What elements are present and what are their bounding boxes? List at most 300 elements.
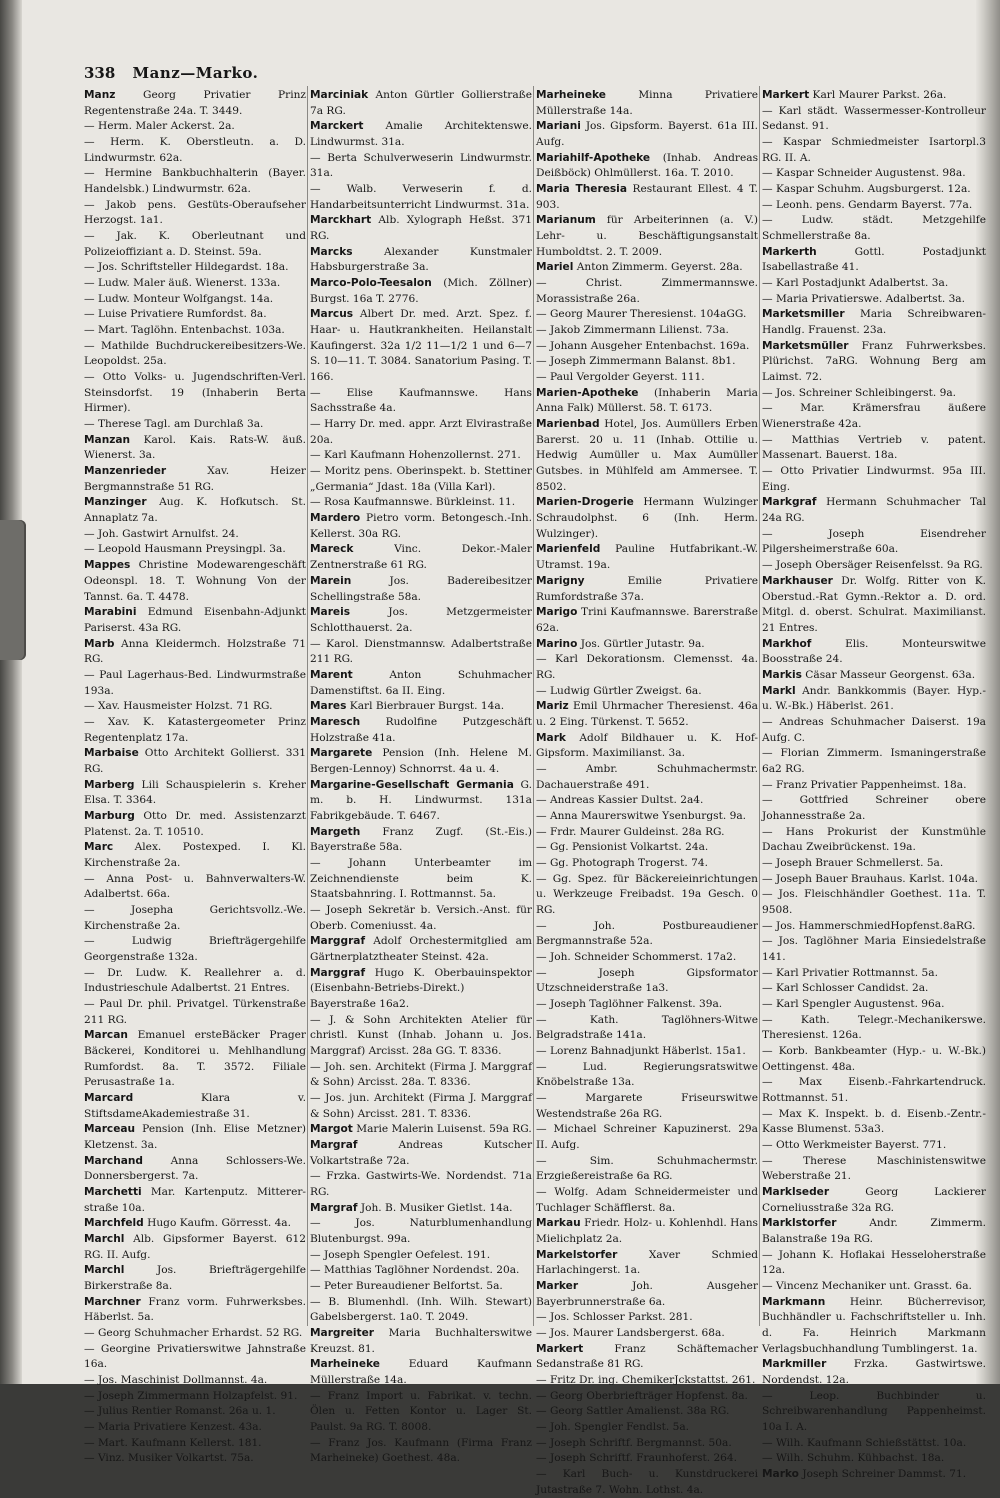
directory-entry — [536, 605, 758, 636]
entry-surname: Markert — [762, 89, 810, 101]
entry-surname: Marien-Apotheke — [536, 386, 639, 399]
entry-text: — J. & Sohn Architekten Atelier für christl. Kunst (Inhab. Johann u. Jos. Marggraf) Arcisst. 28a GG. T. 8336. — [310, 1013, 532, 1057]
entry-text: — Berta Schulverweserin Lindwurmstr. 31a. — [310, 151, 532, 180]
entry-text: Lili Schauspielerin s. Kreher Elsa. T. 3364. — [84, 778, 306, 807]
entry-surname: Marchl — [84, 1233, 125, 1246]
entry-text: — Georg Maurer Theresienst. 104aGG. — [536, 308, 747, 321]
entry-text: — Dr. Ludw. K. Reallehrer a. d. Industrieschule Adalbertst. 21 Entres. — [84, 966, 306, 995]
entry-text: Alexander Kunstmaler Habsburgerstraße 3a. — [310, 245, 532, 274]
directory-entry — [536, 1154, 758, 1185]
directory-entry — [762, 307, 986, 338]
directory-entry — [84, 1342, 306, 1373]
entry-text: — Kath. Taglöhners-Witwe Belgradstraße 141a. — [536, 1013, 758, 1042]
directory-entry — [536, 1451, 758, 1467]
entry-surname: Marciniak — [310, 89, 369, 101]
entry-text: Adolf Bildhauer u. K. Hof-Gipsform. Maximilianst. 3a. — [536, 731, 758, 760]
entry-surname: Manzenrieder — [84, 465, 167, 478]
entry-text: — Vinz. Musiker Volkartst. 75a. — [84, 1452, 254, 1465]
directory-entry — [84, 605, 306, 636]
entry-text: Otto Dr. med. Assistenzarzt Platenst. 2a. T. 10510. — [84, 809, 306, 838]
directory-entry — [536, 386, 758, 417]
entry-surname: Marheineke — [310, 1358, 380, 1371]
entry-text: Anton Gürtler Gollierstraße 7a RG. — [310, 89, 532, 117]
directory-entry — [536, 213, 758, 260]
entry-text: Anna Schlossers-We. Donnersbergerst. 7a. — [84, 1154, 306, 1183]
directory-entry — [84, 668, 306, 699]
entry-text: — Jak. K. Oberleutnant und Polizeioffiziant a. D. Steinst. 59a. — [84, 230, 306, 258]
directory-entry — [310, 464, 532, 495]
entry-text: Emanuel ersteBäcker Prager Bäckerei, Konditorei u. Mehlhandlung Rumfordst. 8a. T. 3572. Filiale Perusastraße 1a. — [84, 1029, 306, 1089]
entry-surname: Marchfeld — [84, 1217, 144, 1230]
entry-text: Joh. B. Musiker Gietlst. 14a. — [360, 1201, 513, 1214]
entry-text: — Xav. Hausmeister Holzst. 71 RG. — [84, 700, 273, 713]
directory-entry — [536, 966, 758, 997]
entry-surname: Marein — [310, 574, 352, 587]
entry-text: — Julius Rentier Romanst. 26a u. 1. — [84, 1405, 276, 1418]
entry-text: Klara v. StiftsdameAkademiestraße 31. — [84, 1092, 306, 1120]
directory-entry — [762, 1044, 986, 1075]
entry-surname: Marent — [310, 668, 353, 681]
entry-text: Jos. Badereibesitzer Schellingstraße 58a. — [310, 574, 532, 603]
entry-text: — Franz Privatier Pappenheimst. 18a. — [762, 778, 967, 791]
entry-text: — Jos. Maschinist Dollmannst. 4a. — [84, 1374, 268, 1387]
entry-text: für Arbeiterinnen (a. V.) Lehr- u. Beschäftigungsanstalt Humboldtst. 2. T. 2009. — [536, 214, 758, 258]
entry-text: — Paul Vergolder Geyerst. 111. — [536, 371, 705, 384]
directory-entry — [762, 292, 986, 308]
entry-surname: Marckhart — [310, 214, 372, 227]
entry-text: — Mart. Kaufmann Kellerst. 181. — [84, 1436, 262, 1449]
column-rule — [307, 86, 308, 1326]
directory-entry — [84, 1326, 306, 1342]
entry-text: — Gottfried Schreiner obere Johannesstraße 2a. — [762, 794, 986, 822]
directory-entry — [762, 997, 986, 1013]
entry-surname: Mareis — [310, 606, 351, 619]
entry-text: — Ludw. Monteur Wolfgangst. 14a. — [84, 292, 274, 305]
directory-entry — [762, 1216, 986, 1247]
directory-entry — [536, 417, 758, 495]
entry-text: Karl Bierbrauer Burgst. 14a. — [349, 700, 505, 713]
column-rule — [533, 86, 534, 1326]
entry-surname: Marien-Drogerie — [536, 496, 634, 509]
directory-entry — [762, 574, 986, 637]
entry-surname: Marc — [84, 841, 114, 854]
entry-surname: Marcks — [310, 245, 353, 258]
directory-entry — [84, 903, 306, 934]
entry-text: — Hermine Bankbuchhalterin (Bayer. Handelsbk.) Lindwurmstr. 62a. — [84, 167, 306, 196]
entry-text: Eduard Kaufmann Müllerstraße 14a. — [310, 1358, 532, 1387]
directory-entry — [536, 731, 758, 762]
entry-text: — Andreas Schuhmacher Daiserst. 19a Aufg. C. — [762, 715, 986, 744]
directory-entry — [762, 182, 986, 198]
directory-entry — [536, 809, 758, 825]
entry-text: Pension (Inh. Helene M. Bergen-Lennoy) Schnorrst. 4a u. 4. — [310, 747, 532, 775]
directory-entry — [762, 1075, 986, 1106]
entry-text: — Joseph Schriftf. Fraunhoferst. 264. — [536, 1452, 738, 1465]
directory-entry — [310, 542, 532, 573]
directory-entry — [536, 1326, 758, 1342]
directory-entry — [84, 715, 306, 746]
entry-text: Frzka. Gastwirtswe. Nordendst. 12a. — [762, 1358, 987, 1387]
entry-text: — Anna Maurerswitwe Ysenburgst. 9a. — [536, 809, 747, 822]
directory-entry — [84, 1028, 306, 1091]
page-header — [84, 64, 964, 86]
directory-entry — [84, 809, 306, 840]
directory-entry — [536, 825, 758, 841]
entry-text: — Georgine Privatierswitwe Jahnstraße 16a. — [84, 1342, 306, 1371]
directory-entry — [762, 1185, 986, 1216]
entry-text: — Karl Postadjunkt Adalbertst. 3a. — [762, 277, 949, 290]
entry-text: (Inhaberin Maria Anna Falk) Müllerst. 58. T. 6173. — [536, 386, 758, 415]
directory-entry — [310, 88, 532, 119]
directory-entry — [762, 135, 986, 166]
directory-entry — [536, 260, 758, 276]
entry-surname: Margarine-Gesellschaft Germania — [310, 778, 514, 791]
directory-entry — [310, 668, 532, 699]
entry-text: — Gg. Spez. für Bäckereieinrichtungen u. Werkzeuge Freibadst. 19a Gesch. 0 RG. — [536, 872, 758, 916]
directory-entry — [762, 401, 986, 432]
directory-entry — [310, 1389, 532, 1436]
entry-surname: Marker — [536, 1280, 579, 1293]
entry-text: Franz Zugf. (St.-Eis.) Bayerstraße 58a. — [310, 825, 532, 854]
directory-entry — [310, 448, 532, 464]
directory-entry — [84, 1436, 306, 1452]
directory-entry — [536, 119, 758, 150]
directory-entry — [536, 574, 758, 605]
directory-entry — [536, 354, 758, 370]
entry-text: — Joseph Zimmermann Balanst. 8b1. — [536, 355, 736, 368]
directory-entry — [310, 1169, 532, 1200]
entry-text: — Jos. Naturblumenhandlung Blutenburgst. 99a. — [310, 1217, 532, 1246]
entry-text: — Matthias Taglöhner Nordendst. 20a. — [310, 1264, 520, 1277]
entry-text: Jos. Gürtler Jutastr. 9a. — [580, 637, 705, 650]
directory-entry — [310, 1279, 532, 1295]
entry-text: Joh. Ausgeher Bayerbrunnerstraße 6a. — [536, 1280, 758, 1308]
entry-surname: Marggraf — [310, 935, 366, 948]
directory-entry — [84, 1420, 306, 1436]
directory-column-4 — [762, 88, 987, 1481]
directory-entry — [84, 229, 306, 260]
directory-entry — [84, 1122, 306, 1153]
directory-entry — [84, 1451, 306, 1467]
directory-entry — [310, 1138, 532, 1169]
entry-text: — Georg Sattler Amalienst. 38a RG. — [536, 1405, 730, 1418]
directory-entry — [762, 1389, 986, 1436]
directory-entry — [84, 778, 306, 809]
directory-entry — [536, 1420, 758, 1436]
entry-surname: Margreiter — [310, 1327, 375, 1340]
entry-surname: Marchl — [84, 1264, 125, 1277]
entry-text: Rudolfine Putzgeschäft Holzstraße 41a. — [310, 715, 533, 744]
entry-text: — Kath. Telegr.-Mechanikerswe. Theresienst. 126a. — [762, 1013, 986, 1042]
directory-entry — [310, 182, 532, 213]
entry-text: Karl Maurer Parkst. 26a. — [812, 89, 947, 101]
entry-text: Jos. Gipsform. Bayerst. 61a III. Aufg. — [536, 120, 758, 149]
entry-surname: Marheineke — [536, 89, 606, 101]
entry-surname: Marb — [84, 637, 115, 650]
entry-surname: Margeth — [310, 825, 361, 838]
directory-entry — [536, 1044, 758, 1060]
directory-entry — [762, 166, 986, 182]
entry-text: — Jos. Schlosser Parkst. 281. — [536, 1311, 693, 1324]
directory-entry — [762, 778, 986, 794]
directory-entry — [536, 151, 758, 182]
entry-text: — Mathilde Buchdruckereibesitzers-We. Leopoldst. 25a. — [84, 339, 306, 368]
directory-entry — [310, 213, 532, 244]
entry-text: G. m. b. H. Lindwurmst. 131a Fabrikgebäude. T. 6467. — [310, 778, 532, 822]
directory-entry — [536, 542, 758, 573]
entry-surname: Mariahilf-Apotheke — [536, 151, 651, 164]
entry-text: Vinc. Dekor.-Maler Zentnerstraße 61 RG. — [310, 543, 533, 572]
directory-entry — [84, 1216, 306, 1232]
directory-entry — [310, 903, 532, 934]
directory-entry — [310, 746, 532, 777]
entry-text: — Joseph Obersäger Reisenfelsst. 9a RG. — [762, 559, 983, 572]
directory-entry — [84, 1404, 306, 1420]
directory-entry — [84, 1091, 306, 1122]
directory-entry — [310, 276, 532, 307]
entry-text: — Karl Dekorationsm. Clemensst. 4a. RG. — [536, 653, 758, 681]
entry-text: — Johann Unterbeamter im Zeichnendienste beim K. Staatsbahnring. I. Rottmannst. 5a. — [310, 856, 532, 901]
directory-entry — [762, 1279, 986, 1295]
entry-surname: Marigo — [536, 606, 578, 619]
entry-text: Amalie Architektenswe. Lindwurmst. 31a. — [310, 120, 532, 149]
entry-text: — Leopold Hausmann Preysingpl. 3a. — [84, 543, 286, 556]
directory-entry — [536, 1310, 758, 1326]
directory-entry — [536, 1436, 758, 1452]
entry-text: — Georg Schuhmacher Erhardst. 52 RG. — [84, 1327, 303, 1340]
entry-text: — Paul Dr. phil. Privatgel. Türkenstraße 211 RG. — [84, 997, 306, 1026]
entry-text: Hermann Schuhmacher Tal 24a RG. — [762, 496, 986, 525]
entry-text: — Ludwig Briefträgergehilfe Georgenstraße 132a. — [84, 935, 306, 963]
directory-entry — [762, 245, 986, 276]
entry-surname: Markert — [536, 1342, 584, 1355]
entry-text: — Lud. Regierungsratswitwe Knöbelstraße 13a. — [536, 1060, 758, 1089]
entry-surname: Mariani — [536, 120, 581, 133]
entry-text: — Kaspar Schneider Augustenst. 98a. — [762, 167, 966, 180]
directory-entry — [310, 966, 532, 1013]
entry-text: Jos. Metzgermeister Schlotthauerst. 2a. — [310, 606, 532, 634]
entry-text: Gottl. Postadjunkt Isabellastraße 41. — [762, 245, 986, 274]
entry-text: — Kaspar Schuhm. Augsburgerst. 12a. — [762, 183, 971, 196]
directory-entry — [762, 1013, 986, 1044]
directory-entry — [762, 715, 986, 746]
entry-surname: Marchand — [84, 1154, 144, 1167]
directory-entry — [762, 527, 986, 558]
entry-text: Friedr. Holz- u. Kohlenhdl. Hans Mielichplatz 2a. — [536, 1217, 758, 1246]
directory-entry — [310, 1263, 532, 1279]
directory-entry — [84, 699, 306, 715]
entry-text: — Franz Import u. Fabrikat. v. techn. Ölen u. Fetten Kontor u. Lager St. Paulst. 9a RG. T. 8008. — [310, 1389, 532, 1434]
entry-text: Hugo Kaufm. Görresst. 4a. — [147, 1217, 291, 1230]
entry-text: — Matthias Vertrieb v. patent. Massenart. Bauerst. 18a. — [762, 433, 986, 462]
entry-text: Xaver Schmied Harlachingerst. 1a. — [536, 1248, 758, 1277]
directory-entry — [536, 699, 758, 730]
entry-surname: Margarete — [310, 747, 373, 760]
directory-entry — [536, 370, 758, 386]
entry-surname: Margraf — [310, 1139, 358, 1152]
directory-entry — [762, 1107, 986, 1138]
entry-text: — Florian Zimmerm. Ismaningerstraße 6a2 RG. — [762, 747, 986, 775]
entry-text: — Wilh. Schuhm. Kühbachst. 18a. — [762, 1452, 945, 1465]
directory-entry — [762, 198, 986, 214]
entry-text: — Gg. Pensionist Volkartst. 24a. — [536, 841, 709, 854]
entry-text: — Jakob Zimmermann Lilienst. 73a. — [536, 324, 729, 337]
entry-surname: Markerth — [762, 245, 817, 258]
entry-text: Pietro vorm. Betongesch.-Inh. Kellerst. 30a RG. — [310, 512, 532, 540]
entry-text: Albert Dr. med. Arzt. Spez. f. Haar- u. Hautkrankheiten. Heilanstalt Kaufingerst. 32a 1/2 11—1/2 1 und 6—7 S. 10—11. T. 3084. Sanatorium Pasing. T. 166. — [310, 308, 532, 384]
directory-entry — [84, 464, 306, 495]
directory-entry — [84, 276, 306, 292]
entry-text: — Joh. Spengler Fendlst. 5a. — [536, 1421, 690, 1434]
directory-entry — [762, 1436, 986, 1452]
entry-text: Restaurant Ellest. 4 T. 903. — [536, 183, 758, 211]
entry-text: Maria Buchhalterswitwe Kreuzst. 81. — [310, 1327, 532, 1355]
entry-text: — Karl städt. Wassermesser-Kontrolleur Sedanst. 91. — [762, 104, 986, 133]
directory-entry — [536, 495, 758, 542]
directory-entry — [84, 966, 306, 997]
entry-text: — Luise Privatiere Rumfordst. 8a. — [84, 308, 267, 321]
entry-surname: Marchetti — [84, 1186, 142, 1199]
directory-entry — [536, 762, 758, 793]
directory-entry — [762, 88, 986, 104]
directory-entry — [310, 825, 532, 856]
entry-text: Andr. Zimmerm. Balanstraße 19a RG. — [762, 1217, 986, 1246]
directory-entry — [762, 464, 986, 495]
page-tab — [0, 520, 26, 660]
entry-text: — Franz Jos. Kaufmann (Firma Franz Marheineke) Goethest. 48a. — [310, 1436, 532, 1465]
entry-surname: Mareck — [310, 543, 354, 556]
entry-text: Maria Schreibwaren-Handlg. Frauenst. 23a. — [762, 308, 987, 337]
entry-text: — Fritz Dr. ing. ChemikerJckstattst. 261. — [536, 1374, 756, 1387]
directory-entry — [536, 1404, 758, 1420]
entry-text: Pauline Hutfabrikant.-W. Utramst. 19a. — [536, 543, 759, 572]
entry-text: — Ludwig Gürtler Zweigst. 6a. — [536, 684, 702, 697]
entry-text: — Josepha Gerichtsvollz.-We. Kirchenstraße 2a. — [84, 903, 306, 932]
entry-text: — Mar. Krämersfrau äußere Wienerstraße 42a. — [762, 402, 986, 431]
entry-text: Franz Schäftemacher Sedanstraße 81 RG. — [536, 1342, 759, 1371]
directory-entry — [310, 715, 532, 746]
entry-text: — Ludw. Maler äuß. Wienerst. 133a. — [84, 277, 281, 290]
entry-text: — Hans Prokurist der Kunstmühle Dachau Zweibrückenst. 19a. — [762, 825, 986, 854]
directory-entry — [762, 1467, 986, 1483]
directory-entry — [536, 182, 758, 213]
entry-text: — Karl Buch- u. Kunstdruckerei Jutastraße 7. Wohn. Lothst. 4a. — [536, 1468, 758, 1496]
entry-text: Emilie Privatiere Rumfordstraße 37a. — [536, 574, 758, 603]
entry-text: Otto Architekt Gollierst. 331 RG. — [84, 747, 306, 775]
entry-surname: Marko — [762, 1468, 799, 1481]
entry-text: Minna Privatiere Müllerstraße 14a. — [536, 89, 758, 117]
directory-entry — [84, 166, 306, 197]
directory-entry — [310, 934, 532, 965]
directory-entry — [536, 1373, 758, 1389]
entry-surname: Mares — [310, 700, 347, 713]
directory-entry — [536, 307, 758, 323]
entry-text: Andreas Kutscher Volkartstraße 72a. — [310, 1139, 533, 1167]
entry-text: — Christ. Zimmermannswe. Morassistraße 26a. — [536, 277, 758, 305]
entry-surname: Marienbad — [536, 418, 600, 431]
entry-surname: Manzinger — [84, 496, 147, 509]
entry-surname: Margot — [310, 1123, 353, 1136]
column-rule — [759, 86, 760, 1326]
directory-entry — [762, 339, 986, 386]
entry-text: — Korb. Bankbeamter (Hyp.- u. W.-Bk.) Oettingenst. 48a. — [762, 1044, 986, 1073]
directory-entry — [84, 1373, 306, 1389]
entry-surname: Markis — [762, 668, 802, 681]
entry-text: — Gg. Photograph Trogerst. 74. — [536, 856, 708, 869]
entry-text: — Frzka. Gastwirts-We. Nordendst. 71a RG. — [310, 1170, 532, 1199]
entry-text: — Joseph Schriftf. Bergmannst. 50a. — [536, 1436, 732, 1449]
entry-text: — Leop. Buchbinder u. Schreibwarenhandlung Pappenheimst. 10a I. A. — [762, 1389, 986, 1434]
entry-text: — Vincenz Mechaniker unt. Grasst. 6a. — [762, 1280, 972, 1293]
directory-entry — [310, 1295, 532, 1326]
directory-entry — [536, 919, 758, 950]
entry-text: — Jos. jun. Architekt (Firma J. Marggraf & Sohn) Arcisst. 281. T. 8336. — [310, 1092, 532, 1120]
directory-entry — [310, 1013, 532, 1060]
entry-text: — Rosa Kaufmannswe. Bürkleinst. 11. — [310, 496, 516, 509]
entry-text: Jos. Briefträgergehilfe Birkerstraße 8a. — [84, 1264, 306, 1293]
directory-entry — [762, 887, 986, 918]
entry-surname: Mariz — [536, 700, 569, 713]
directory-entry — [762, 1138, 986, 1154]
entry-text: — Maria Privatierswe. Adalbertst. 3a. — [762, 292, 965, 305]
directory-entry — [310, 1436, 532, 1467]
directory-entry — [762, 386, 986, 402]
entry-text: — Herm. Maler Ackerst. 2a. — [84, 120, 235, 133]
directory-entry — [84, 339, 306, 370]
entry-text: — Karl Spengler Augustenst. 96a. — [762, 997, 945, 1010]
entry-text: — Margarete Friseurswitwe Westendstraße 26a RG. — [536, 1092, 758, 1120]
entry-text: — Anna Post- u. Bahnverwalters-W. Adalbertst. 66a. — [84, 872, 306, 901]
entry-text: — Herm. K. Oberstleutn. a. D. Lindwurmstr. 62a. — [84, 136, 306, 164]
entry-text: Mar. Kartenputz. Mitterer-straße 10a. — [84, 1186, 306, 1214]
entry-text: Adolf Orchestermitglied am Gärtnerplatztheater Steinst. 42a. — [310, 935, 532, 963]
entry-text: — Wolfg. Adam Schneidermeister und Tuchlager Schäfflerst. 8a. — [536, 1186, 758, 1214]
entry-text: Emil Uhrmacher Theresienst. 46a u. 2 Eing. Türkenst. T. 5652. — [536, 700, 758, 728]
entry-text: — Johann Ausgeher Entenbachst. 169a. — [536, 339, 750, 352]
directory-column-3 — [536, 88, 759, 1496]
entry-text: — Therese Maschinistenswitwe Weberstraße 21. — [762, 1154, 986, 1183]
entry-text: — Joseph Bauer Brauhaus. Karlst. 104a. — [762, 872, 979, 885]
directory-entry — [84, 840, 306, 871]
directory-entry — [310, 699, 532, 715]
entry-surname: Marketsmiller — [762, 308, 845, 321]
entry-surname: Marino — [536, 637, 578, 650]
directory-entry — [536, 1389, 758, 1405]
directory-entry — [84, 135, 306, 166]
entry-text: — Maria Privatiere Kenzest. 43a. — [84, 1421, 262, 1434]
entry-text: — Andreas Kassier Dultst. 2a4. — [536, 794, 704, 807]
directory-entry — [762, 919, 986, 935]
entry-text: Franz Fuhrwerksbes. Plürichst. 7aRG. Wohnung Berg am Laimst. 72. — [762, 339, 986, 384]
entry-text: — Otto Werkmeister Bayerst. 771. — [762, 1139, 947, 1152]
entry-surname: Markhof — [762, 637, 812, 650]
entry-text: Alex. Postexped. I. Kl. Kirchenstraße 2a. — [84, 841, 306, 869]
directory-entry — [762, 981, 986, 997]
entry-surname: Margraf — [310, 1201, 358, 1214]
entry-surname: Markau — [536, 1217, 581, 1230]
entry-text: — Joseph Eisendreher Pilgersheimerstraße 60a. — [762, 527, 986, 556]
entry-surname: Markmann — [762, 1295, 826, 1308]
entry-text: — Elise Kaufmannswe. Hans Sachsstraße 4a. — [310, 386, 532, 415]
directory-entry — [310, 307, 532, 385]
entry-surname: Markl — [762, 684, 796, 697]
entry-text: Hermann Wulzinger Schraudolphst. 6 (Inh. Herm. Wulzinger). — [536, 496, 758, 540]
entry-surname: Marchner — [84, 1295, 141, 1308]
entry-text: (Mich. Zöllner) Burgst. 16a T. 2776. — [310, 277, 532, 305]
directory-entry — [536, 1013, 758, 1044]
entry-surname: Marceau — [84, 1123, 136, 1136]
entry-text: — Joseph Gipsformator Utzschneiderstraße 1a3. — [536, 966, 758, 995]
